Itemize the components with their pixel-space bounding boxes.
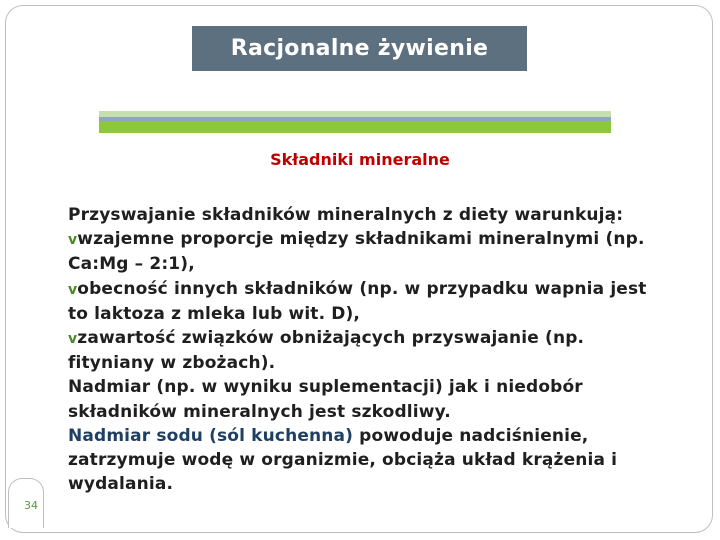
sodium-rest: powoduje nadciśnienie, zatrzymuje wodę w organizmie, obciąża układ krążenia i wydalania.: [68, 425, 618, 495]
bullet-item-3: [68, 326, 668, 375]
v-bullet-icon: v: [68, 331, 78, 348]
page-number: 34: [24, 499, 38, 512]
title-box: [192, 26, 527, 71]
bullet-text-3: zawartość związków obniżających przyswajanie (np. fityniany w zbożach).: [68, 328, 585, 374]
v-bullet-icon: v: [68, 232, 78, 249]
bullet-text-1: wzajemne proporcje między składnikami mineralnymi (np. Ca:Mg – 2:1),: [68, 229, 645, 275]
slide-subtitle: Składniki mineralne: [270, 150, 450, 169]
excess-paragraph: Nadmiar (np. w wyniku suplementacji) jak i niedobór składników mineralnych jest szkodliwy.: [68, 377, 583, 422]
slide-title: Racjonalne żywienie: [230, 36, 489, 61]
sodium-paragraph: [68, 424, 668, 497]
v-bullet-icon: v: [68, 281, 78, 298]
bullet-item-1: [68, 227, 668, 276]
bullet-item-2: [68, 277, 668, 326]
intro-text: Przyswajanie składników mineralnych z diety warunkują:: [68, 205, 624, 225]
sodium-highlight: Nadmiar sodu (sól kuchenna): [68, 425, 354, 446]
slide-content: [68, 203, 668, 496]
bullet-text-2: obecność innych składników (np. w przypadku wapnia jest to laktoza z mleka lub wit. D),: [68, 278, 647, 324]
decorative-bar-bottom: [99, 121, 611, 133]
